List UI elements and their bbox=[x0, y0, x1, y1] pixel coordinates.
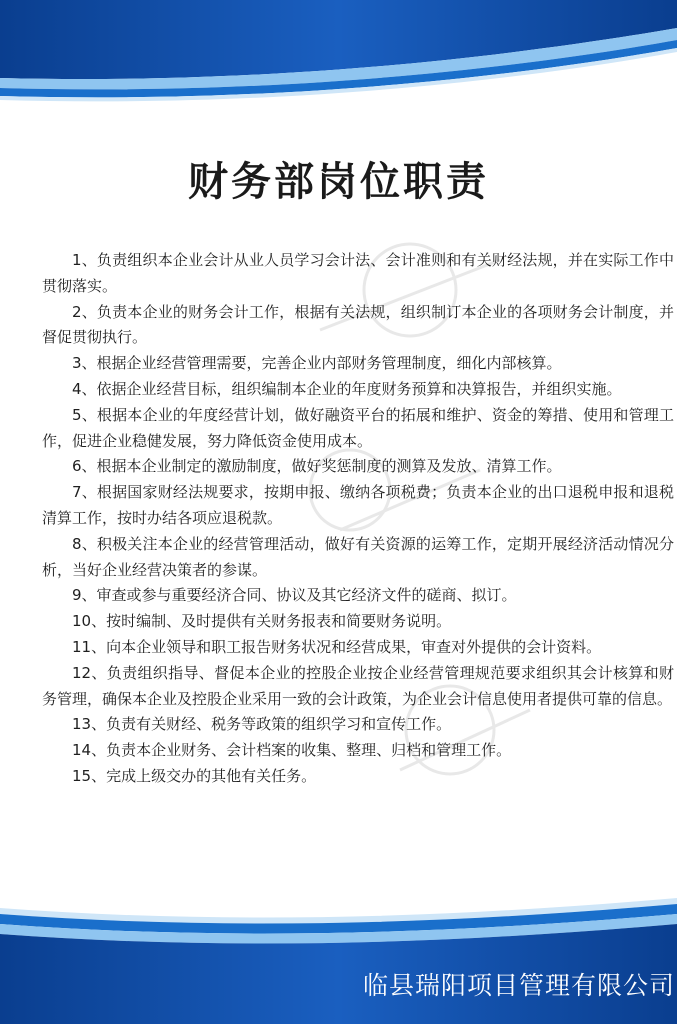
bottom-banner bbox=[0, 890, 677, 1024]
page-title: 财务部岗位职责 bbox=[188, 159, 489, 205]
duty-item: 7、根据国家财经法规要求，按期申报、缴纳各项税费；负责本企业的出口退税申报和退税清算工作，按时办结各项应退税款。 bbox=[42, 483, 674, 527]
duty-item: 15、完成上级交办的其他有关任务。 bbox=[72, 766, 317, 785]
duties-list bbox=[42, 248, 674, 790]
duty-item: 1、负责组织本企业会计从业人员学习会计法、会计准则和有关财经法规，并在实际工作中贯彻落实。 bbox=[42, 251, 674, 295]
duty-item: 12、负责组织指导、督促本企业的控股企业按企业经营管理规范要求组织其会计核算和财务管理，确保本企业及控股企业采用一致的会计政策，为企业会计信息使用者提供可靠的信息。 bbox=[42, 663, 674, 708]
duty-item: 3、根据企业经营管理需要，完善企业内部财务管理制度，细化内部核算。 bbox=[72, 354, 562, 373]
duty-item: 6、根据本企业制定的激励制度，做好奖惩制度的测算及发放、清算工作。 bbox=[72, 457, 562, 476]
duty-item: 10、按时编制、及时提供有关财务报表和简要财务说明。 bbox=[72, 612, 452, 631]
duty-item: 2、负责本企业的财务会计工作，根据有关法规，组织制订本企业的各项财务会计制度，并督促贯彻执行。 bbox=[42, 302, 674, 347]
duty-item: 5、根据本企业的年度经营计划，做好融资平台的拓展和维护、资金的筹措、使用和管理工作，促进企业稳健发展，努力降低资金使用成本。 bbox=[42, 405, 674, 450]
duty-item: 11、向本企业领导和职工报告财务状况和经营成果，审查对外提供的会计资料。 bbox=[72, 637, 602, 656]
duty-item: 8、积极关注本企业的经营管理活动，做好有关资源的运筹工作，定期开展经济活动情况分析，当好企业经营决策者的参谋。 bbox=[42, 534, 674, 579]
top-banner bbox=[0, 0, 677, 115]
duty-item: 4、依据企业经营目标，组织编制本企业的年度财务预算和决算报告，并组织实施。 bbox=[72, 379, 622, 398]
company-name: 临县瑞阳项目管理有限公司 bbox=[362, 971, 675, 1000]
duty-item: 13、负责有关财经、税务等政策的组织学习和宣传工作。 bbox=[72, 715, 452, 734]
duty-item: 14、负责本企业财务、会计档案的收集、整理、归档和管理工作。 bbox=[72, 741, 512, 760]
duty-item: 9、审查或参与重要经济合同、协议及其它经济文件的磋商、拟订。 bbox=[72, 586, 517, 605]
